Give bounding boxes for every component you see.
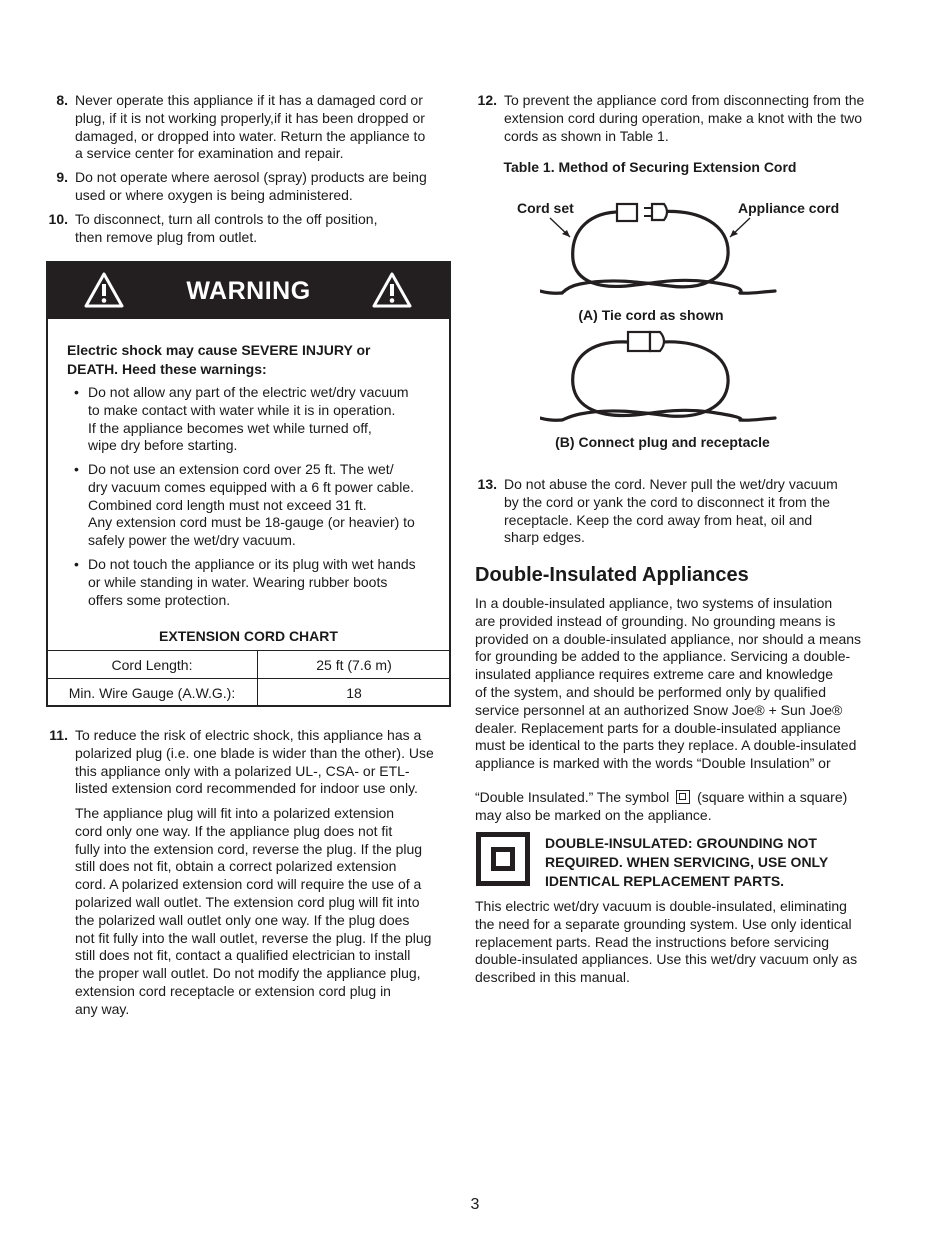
section-paragraph: In a double-insulated appliance, two systems of insulation are provided instead of grounding. No grounding means is provided on a double-insulated appliance, nor should a means for grounding be added to the appliance. Servicing a double- insulated appliance requires extreme care and knowledge of the system, and should be performed only by qualified service personnel at an authorized Snow Joe® + Sun Joe® dealer. Replacement parts for a double-insulated appliance must be identical to the parts they replace. A double-insulated appliance is marked with the words “Double Insulation” or (475, 595, 862, 772)
symbol-line-text-b: (square within a square) (697, 789, 848, 805)
extension-cord-chart (46, 650, 451, 707)
bullet-text: Do not use an extension cord over 25 ft. The wet/ dry vacuum comes equipped with a 6 ft power cable. Combined cord length must not exceed 31 ft. Any extension cord must be 18-gauge (or heavier) to safely power the wet/dry vacuum. (88, 461, 415, 549)
item-number: 12. (477, 92, 497, 108)
square-in-square-icon (676, 790, 690, 804)
item-text: Do not abuse the cord. Never pull the wet/dry vacuum by the cord or yank the cord to disconnect it from the receptacle. Keep the cord away from heat, oil and sharp edges. (504, 476, 838, 546)
receptacle-shape (628, 332, 650, 351)
extension-cord-chart-title: EXTENSION CORD CHART (159, 628, 338, 644)
table-row (47, 651, 451, 679)
table-cell: 25 ft (7.6 m) (258, 651, 451, 679)
bullet-dot: • (74, 461, 79, 477)
item-text: Do not operate where aerosol (spray) products are being used or where oxygen is being administered. (75, 169, 427, 203)
section-paragraph-2: This electric wet/dry vacuum is double-insulated, eliminating the need for a separate grounding system. Use only identical replacement parts. Read the instructions before servicing double-insulated appliances. Use this wet/dry vacuum only as described in this manual. (475, 898, 858, 986)
item-text: To reduce the risk of electric shock, this appliance has a polarized plug (i.e. one blade is wider than the other). Use this appliance only with a polarized UL-, CSA- or ETL- listed extension cord recommended for indoor use only. (75, 727, 434, 797)
warning-bullet (74, 384, 434, 456)
section-paragraph-symbol-line (475, 789, 895, 807)
connected-cord-diagram (540, 342, 775, 420)
item-text: To prevent the appliance cord from disconnecting from the extension cord during operation, make a knot with the two cords as shown in Table 1. (504, 92, 865, 144)
warning-header (48, 263, 449, 319)
plug-shape (650, 332, 664, 351)
symbol-line-text-a: “Double Insulated.” The symbol (475, 789, 670, 805)
warning-box (46, 261, 451, 707)
bullet-dot: • (74, 556, 79, 572)
item-number: 11. (49, 727, 68, 743)
appliance-cord-label: Appliance cord (738, 200, 840, 216)
item-text: To disconnect, turn all controls to the off position, then remove plug from outlet. (75, 211, 378, 245)
table-caption: Table 1. Method of Securing Extension Cord (503, 159, 797, 175)
figure-a-caption: (A) Tie cord as shown (578, 307, 724, 323)
tied-cord-diagram (540, 211, 775, 293)
item-number: 13. (477, 476, 497, 492)
item-text: Never operate this appliance if it has a damaged cord or plug, if it is not working properly,if it has been dropped or damaged, or dropped into water. Return the appliance to a service center for examination and repair. (75, 92, 426, 162)
bullet-dot: • (74, 384, 79, 400)
receptacle-shape (617, 204, 637, 221)
double-insulated-icon (476, 832, 530, 886)
figure-b-caption: (B) Connect plug and receptacle (555, 434, 770, 450)
item-number: 9. (56, 169, 68, 185)
warning-triangle-icon (371, 271, 413, 309)
bullet-text: Do not allow any part of the electric wet/dry vacuum to make contact with water while it is in operation. If the appliance becomes wet while turned off, wipe dry before starting. (88, 384, 409, 454)
bullet-text: Do not touch the appliance or its plug with wet hands or while standing in water. Wearing rubber boots offers some protection. (88, 556, 416, 608)
list-item-12 (475, 92, 890, 146)
page-number: 3 (470, 1196, 480, 1213)
item-11-continuation: The appliance plug will fit into a polarized extension cord only one way. If the appliance plug does not fit fully into the extension cord, reverse the plug. If the plug still does not fit, obtain a correct polarized extension cord. A polarized extension cord will require the use of a polarized wall outlet. The extension cord plug will fit into the polarized wall outlet only one way. If the plug does not fit fully into the wall outlet, reverse the plug. If the plug still does not fit, contact a qualified electrician to install the proper wall outlet. Do not modify the appliance plug, extension cord receptacle or extension cord plug in any way. (75, 805, 432, 1017)
warning-bullet (74, 556, 434, 610)
table-cell: 18 (258, 679, 451, 707)
table-cell: Min. Wire Gauge (A.W.G.): (47, 679, 258, 707)
section-paragraph-end: may also be marked on the appliance. (475, 807, 712, 823)
warning-title: WARNING (186, 277, 311, 305)
table-cell: Cord Length: (47, 651, 258, 679)
warning-bullet (74, 461, 434, 551)
list-item-11 (46, 727, 451, 799)
list-item-13 (475, 476, 890, 548)
list-item-10 (46, 211, 451, 247)
list-item-8 (46, 92, 451, 164)
table-row (47, 679, 451, 707)
item-number: 8. (56, 92, 68, 108)
plug-shape (652, 204, 667, 220)
cord-set-label: Cord set (517, 200, 574, 216)
warning-lead: Electric shock may cause SEVERE INJURY or DEATH. Heed these warnings: (67, 342, 371, 377)
section-heading: Double-Insulated Appliances (475, 564, 749, 586)
list-item-9 (46, 169, 451, 205)
item-number: 10. (48, 211, 68, 227)
double-insulated-notice: DOUBLE-INSULATED: GROUNDING NOT REQUIRED. WHEN SERVICING, USE ONLY IDENTICAL REPLACEMENT PARTS. (545, 835, 829, 889)
